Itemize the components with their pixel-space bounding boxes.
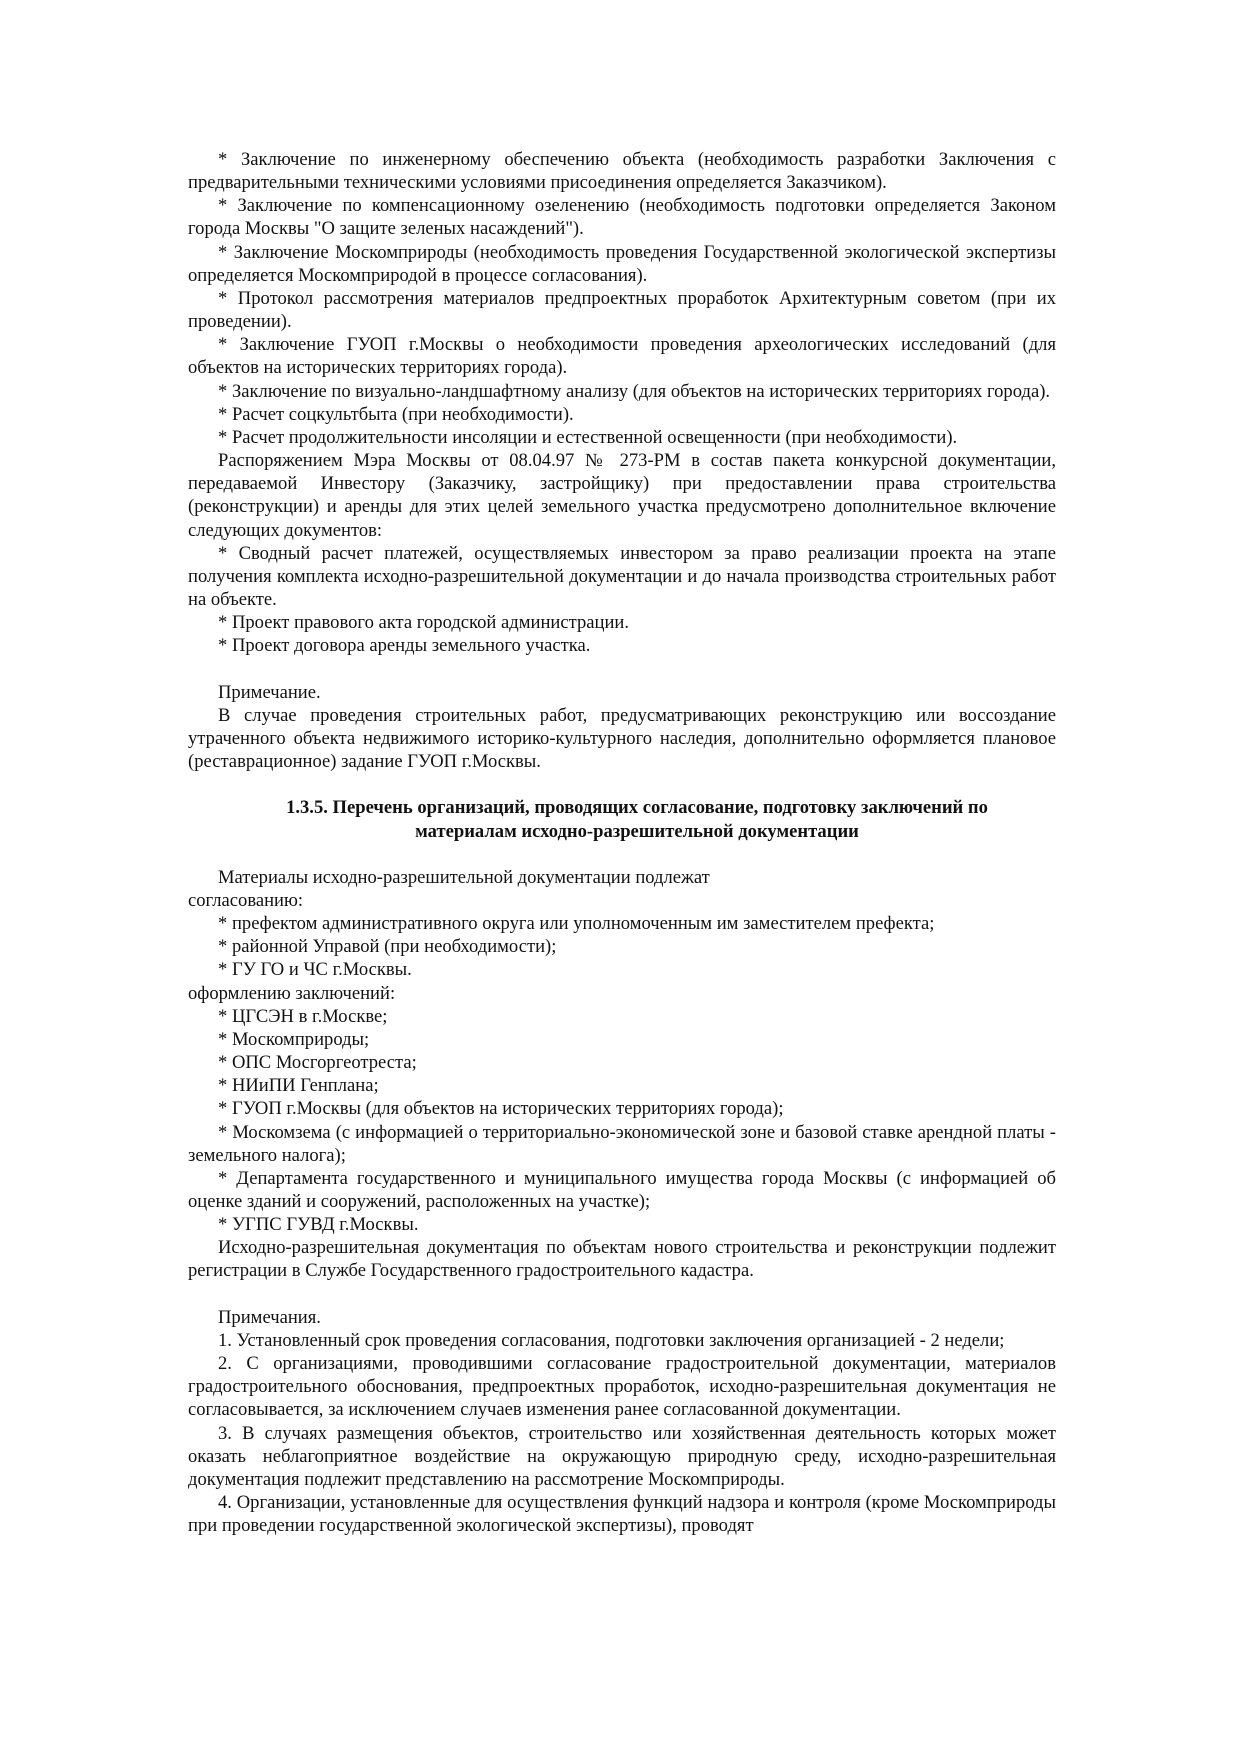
note-item: 4. Организации, установленные для осуществления функций надзора и контроля (кроме Москомприроды при проведении государственной экологической экспертизы), проводят — [188, 1492, 1056, 1537]
note-text: В случае проведения строительных работ, предусматривающих реконструкцию или воссоздание утраченного объекта недвижимого историко-культурного наследия, дополнительно оформляется плановое (реставрационное) задание ГУОП г.Москвы. — [188, 704, 1056, 773]
approval-label: согласованию: — [188, 889, 304, 911]
paragraph-architectural-council: * Протокол рассмотрения материалов предпроектных проработок Архитектурным советом (при их проведении). — [188, 287, 1056, 333]
paragraph-mayor-order: Распоряжением Мэра Москвы от 08.04.97 № 273-РМ в состав пакета конкурсной документации, передаваемой Инвестору (Заказчику, застройщику) при предоставлении права строительства (реконструкции) и аренды для этих целей земельного участка предусмотрено дополнительное включение следующих документов: — [188, 450, 1056, 541]
approval-item: * ГУ ГО и ЧС г.Москвы. — [218, 959, 412, 981]
approval-item: * префектом административного округа или уполномоченным им заместителем префекта; — [218, 913, 935, 935]
conclusions-item: * ЦГСЭН в г.Москве; — [218, 1005, 388, 1027]
paragraph-sotskultbyt: * Расчет соцкультбыта (при необходимости). — [218, 403, 574, 425]
conclusions-item: * Департамента государственного и муниципального имущества города Москвы (с информацией об оценке зданий и сооружений, расположенных на участке); — [188, 1167, 1056, 1212]
note-title: Примечание. — [218, 681, 321, 703]
spacer — [188, 657, 1056, 680]
paragraph-insolation: * Расчет продолжительности инсоляции и естественной освещенности (при необходимости). — [218, 426, 958, 448]
spacer — [188, 773, 1056, 796]
section-heading — [188, 796, 1056, 842]
note-item: 3. В случаях размещения объектов, строительство или хозяйственная деятельность которых может оказать неблагоприятное воздействие на окружающую природную среду, исходно-разрешительная документация подлежит представлению на рассмотрение Москомприроды. — [188, 1422, 1056, 1490]
spacer — [188, 843, 1056, 866]
section-heading-line1: 1.3.5. Перечень организаций, проводящих согласование, подготовку заключений по — [286, 797, 988, 819]
spacer — [188, 1283, 1056, 1306]
document-page — [188, 148, 1056, 1537]
note-item: 2. С организациями, проводившими согласование градостроительной документации, материалов градостроительного обоснования, предпроектных проработок, исходно-разрешительная документация не согласовывается, за исключением случаев изменения ранее согласованной документации. — [188, 1353, 1056, 1421]
registration-paragraph: Исходно-разрешительная документация по объектам нового строительства и реконструкции подлежит регистрации в Службе Государственного градостроительного кадастра. — [188, 1237, 1056, 1282]
conclusions-item: * УГПС ГУВД г.Москвы. — [218, 1214, 419, 1236]
section-heading-line2: материалам исходно-разрешительной документации — [415, 820, 859, 842]
paragraph-guop-archaeology: * Заключение ГУОП г.Москвы о необходимости проведения археологических исследований (для объектов на исторических территориях города). — [188, 334, 1056, 379]
paragraph-greening: * Заключение по компенсационному озеленению (необходимость подготовки определяется Законом города Москвы "О защите зеленых насаждений"). — [188, 195, 1056, 240]
paragraph-legal-act: * Проект правового акта городской администрации. — [218, 612, 630, 634]
paragraph-visual-landscape: * Заключение по визуально-ландшафтному анализу (для объектов на исторических территориях города). — [218, 380, 1051, 402]
section-intro: Материалы исходно-разрешительной документации подлежат — [218, 866, 710, 888]
conclusions-item: * ОПС Мосгоргеотреста; — [218, 1052, 417, 1074]
conclusions-item: * НИиПИ Генплана; — [218, 1075, 379, 1097]
paragraph-lease-contract: * Проект договора аренды земельного участка. — [218, 635, 591, 657]
conclusions-label: оформлению заключений: — [188, 982, 396, 1004]
conclusions-item: * ГУОП г.Москвы (для объектов на исторических территориях города); — [218, 1098, 784, 1120]
paragraph-engineering: * Заключение по инженерному обеспечению объекта (необходимость разработки Заключения с предварительными техническими условиями присоединения определяется Заказчиком). — [188, 149, 1056, 194]
conclusions-item: * Москомприроды; — [218, 1028, 370, 1050]
conclusions-item: * Москомзема (с информацией о территориально-экономической зоне и базовой ставке арендной платы - земельного налога); — [188, 1121, 1056, 1166]
paragraph-moskompriroda: * Заключение Москомприроды (необходимость проведения Государственной экологической экспертизы определяется Москомприродой в процессе согласования). — [188, 241, 1056, 286]
paragraph-payments: * Сводный расчет платежей, осуществляемых инвестором за право реализации проекта на этапе получения комплекта исходно-разрешительной документации и до начала производства строительных работ на объекте. — [188, 542, 1056, 610]
approval-item: * районной Управой (при необходимости); — [218, 936, 557, 958]
notes-title: Примечания. — [218, 1306, 321, 1328]
note-item: 1. Установленный срок проведения согласования, подготовки заключения организацией - 2 недели; — [218, 1329, 1005, 1351]
